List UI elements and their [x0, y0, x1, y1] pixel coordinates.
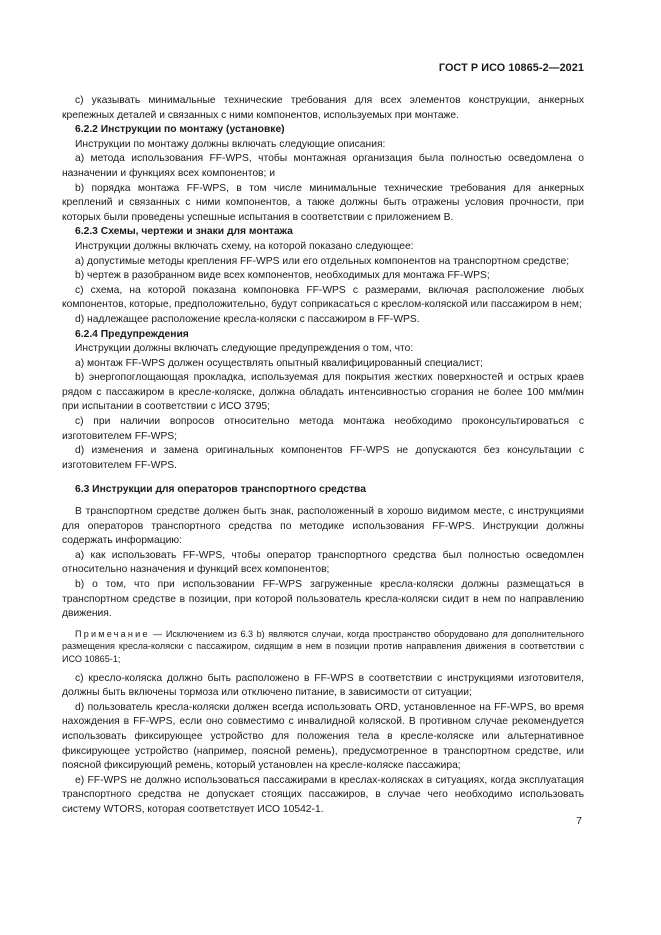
document-body	[62, 94, 584, 818]
section-heading-6-2-4: 6.2.4 Предупреждения	[75, 328, 189, 340]
list-item: b) энергопоглощающая прокладка, используемая для покрытия жестких поверхностей и острых краев рядом с пассажиром в кресле-коляске, должна обладать интенсивностью сгорания не более 100 мм/мин при испытании в соответствии с ИСО 3795;	[62, 372, 584, 413]
section-heading-6-3: 6.3 Инструкции для операторов транспортного средства	[75, 484, 366, 496]
list-item: e) FF-WPS не должно использоваться пассажирами в креслах-колясках в ситуациях, когда эксплуатация транспортного средства не допускает стоящих пассажиров, в случае чего необходимо использовать систему WTORS, которая соответствует ИСО 10542-1.	[62, 774, 584, 815]
section-heading-6-2-2: 6.2.2 Инструкции по монтажу (установке)	[75, 124, 285, 136]
list-item: a) как использовать FF-WPS, чтобы оператор транспортного средства был полностью осведомлен относительно назначения и функций всех компонентов;	[62, 549, 584, 576]
document-header: ГОСТ Р ИСО 10865-2—2021	[438, 62, 584, 74]
section-heading-6-2-3: 6.2.3 Схемы, чертежи и знаки для монтажа	[75, 226, 293, 238]
list-item: c) при наличии вопросов относительно метода монтажа необходимо проконсультироваться с изготовителем FF-WPS;	[62, 416, 584, 442]
list-item: b) о том, что при использовании FF-WPS загруженные кресла-коляски должны размещаться в транспортном средстве в позиции, при которой пользователь кресла-коляски сидит в нем по направлению движения.	[62, 579, 584, 620]
note-text: — Исключением из 6.3 b) являются случаи, когда пространство оборудовано для дополнительного размещения кресла-коляски с пассажиром, сидящим в нем в позиции против направления движения в соответствии с ИСО 10865-1;	[62, 628, 584, 664]
list-item: d) надлежащее расположение кресла-коляски с пассажиром в FF-WPS.	[75, 313, 420, 325]
list-item: a) допустимые методы крепления FF-WPS или его отдельных компонентов на транспортном средстве;	[75, 255, 570, 267]
list-item: a) метода использования FF-WPS, чтобы монтажная организация была полностью осведомлена о назначении и функциях всех компонентов; и	[62, 153, 584, 179]
list-item: b) чертеж в разобранном виде всех компонентов, необходимых для монтажа FF-WPS;	[75, 270, 490, 282]
list-item: c) кресло-коляска должно быть расположено в FF-WPS в соответствии с инструкциями изготовителя, должны быть включены тормоза или отключено питание, в зависимости от ситуации;	[62, 672, 584, 699]
list-item: b) порядка монтажа FF-WPS, в том числе минимальные технические требования для анкерных креплений и связанных с ними компонентов, а также должны быть отражены условия прочности, при которых были проведены успешные испытания в соответствии с приложением В.	[62, 182, 584, 223]
paragraph: c) указывать минимальные технические требования для всех элементов конструкции, анкерных крепежных деталей и связанных с ними компонентов, используемых при монтаже.	[62, 95, 584, 121]
paragraph: Инструкции должны включать схему, на которой показано следующее:	[75, 240, 414, 252]
list-item: c) схема, на которой показана компоновка FF-WPS с размерами, включая расположение любых компонентов, которые, предположительно, будут соприкасаться с креслом-коляской или пассажиром в нем;	[62, 284, 584, 311]
paragraph: В транспортном средстве должен быть знак, расположенный в хорошо видимом месте, с инструкциями для операторов транспортного средства по методике использования FF-WPS. Инструкции должны содержать информацию:	[62, 506, 584, 547]
list-item: d) пользователь кресла-коляски должен всегда использовать ORD, установленное на FF-WPS, во время нахождения в FF-WPS, если оно совместимо с инвалидной коляской. В противном случае рекомендуется использовать фиксирующее устройство для положения тела в кресле-коляске или альтернативное фиксирующее устройство (например, поясной ремень), предусмотренное в транспортном средстве, или поясной фиксирующий ремень, который установлен на кресле-коляске пассажира;	[62, 701, 584, 772]
paragraph: Инструкции по монтажу должны включать следующие описания:	[75, 138, 386, 150]
note-label: Примечание	[75, 628, 150, 639]
list-item: a) монтаж FF-WPS должен осуществлять опытный квалифицированный специалист;	[75, 357, 483, 369]
note	[62, 628, 584, 666]
page-number: 7	[576, 816, 582, 827]
list-item: d) изменения и замена оригинальных компонентов FF-WPS не допускаются без консультации с изготовителем FF-WPS.	[62, 445, 584, 471]
paragraph: Инструкции должны включать следующие предупреждения о том, что:	[75, 343, 414, 355]
